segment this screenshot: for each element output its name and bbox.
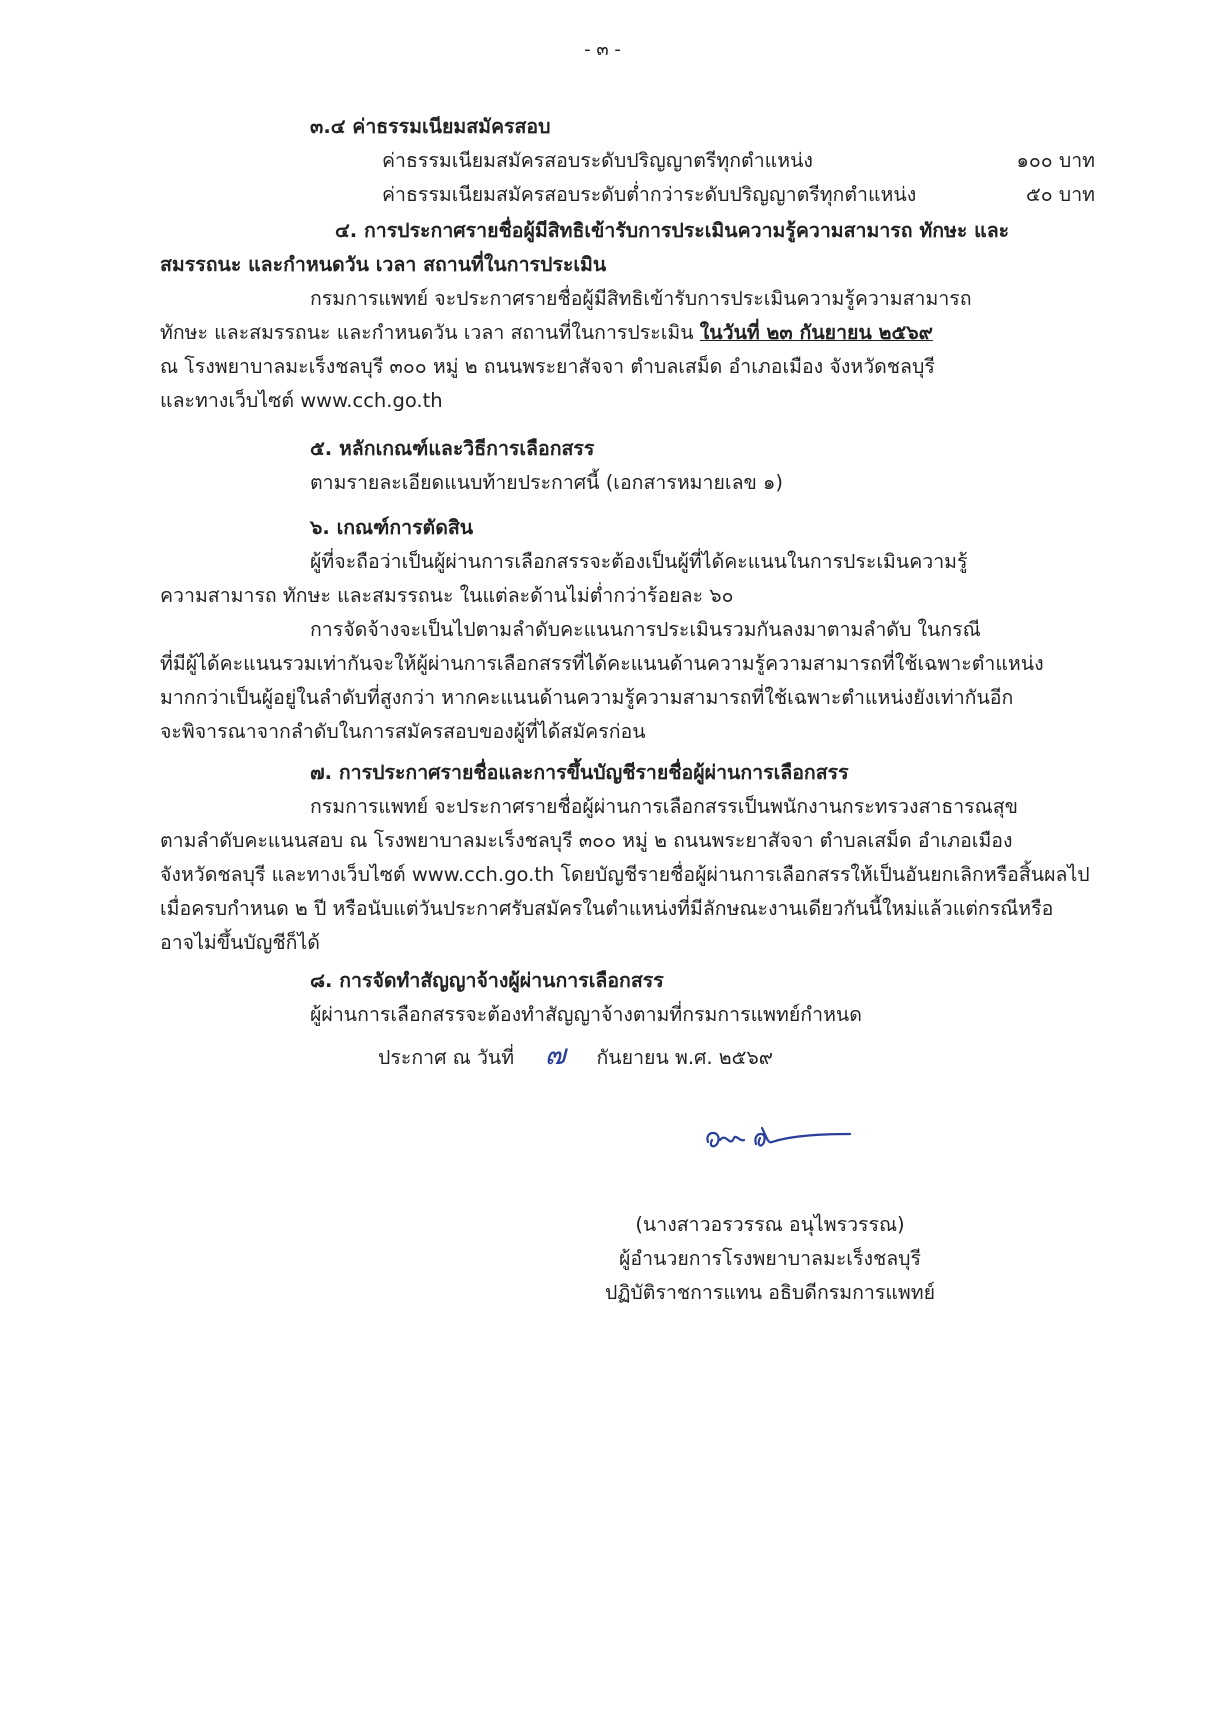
fee-amount: ๑๐๐ บาท bbox=[1016, 149, 1095, 172]
signer-title: ผู้อำนวยการโรงพยาบาลมะเร็งชลบุรี bbox=[618, 1247, 922, 1270]
announcement-date bbox=[160, 1038, 1095, 1072]
section-3-4-heading: ๓.๔ ค่าธรรมเนียมสมัครสอบ bbox=[310, 115, 551, 138]
section-4 bbox=[160, 214, 1095, 418]
paragraph-line: จังหวัดชลบุรี และทางเว็บไซต์ www.cch.go.th โดยบัญชีรายชื่อผู้ผ่านการเลือกสรรให้เป็นอันยกเลิกหรือสิ้นผลไป bbox=[160, 863, 1090, 886]
handwritten-day: ๗ bbox=[544, 1038, 566, 1071]
fee-row-below-bachelor bbox=[160, 178, 1095, 212]
paragraph-line: ผู้ผ่านการเลือกสรรจะต้องทำสัญญาจ้างตามที่กรมการแพทย์กำหนด bbox=[310, 1003, 862, 1026]
paragraph-text: ทักษะ และสมรรถนะ และกำหนดวัน เวลา สถานที่ในการประเมิน bbox=[160, 321, 700, 344]
fee-label: ค่าธรรมเนียมสมัครสอบระดับปริญญาตรีทุกตำแหน่ง bbox=[382, 149, 813, 172]
section-6-heading: ๖. เกณฑ์การตัดสิน bbox=[310, 516, 474, 539]
paragraph-line: ผู้ที่จะถือว่าเป็นผู้ผ่านการเลือกสรรจะต้องเป็นผู้ที่ได้คะแนนในการประเมินความรู้ bbox=[310, 550, 968, 573]
section-4-heading-cont: สมรรถนะ และกำหนดวัน เวลา สถานที่ในการประเมิน bbox=[160, 253, 607, 276]
fee-amount: ๕๐ บาท bbox=[1025, 183, 1095, 206]
signature-mark bbox=[700, 1120, 860, 1160]
signer-acting-title: ปฏิบัติราชการแทน อธิบดีกรมการแพทย์ bbox=[604, 1281, 936, 1304]
paragraph-line: เมื่อครบกำหนด ๒ ปี หรือนับแต่วันประกาศรับสมัครในตำแหน่งที่มีลักษณะงานเดียวกันนี้ใหม่แล้วแต่กรณีหรือ bbox=[160, 897, 1054, 920]
announcement-line bbox=[160, 1038, 1095, 1072]
announce-suffix: กันยายน พ.ศ. ๒๕๖๙ bbox=[596, 1046, 774, 1069]
section-7 bbox=[160, 756, 1095, 960]
section-4-heading: ๔. การประกาศรายชื่อผู้มีสิทธิเข้ารับการประเมินความรู้ความสามารถ ทักษะ และ bbox=[335, 219, 1010, 242]
announce-prefix: ประกาศ ณ วันที่ bbox=[378, 1046, 515, 1069]
paragraph-line: ณ โรงพยาบาลมะเร็งชลบุรี ๓๐๐ หมู่ ๒ ถนนพระยาสัจจา ตำบลเสม็ด อำเภอเมือง จังหวัดชลบุรี bbox=[160, 355, 935, 378]
fee-label: ค่าธรรมเนียมสมัครสอบระดับต่ำกว่าระดับปริญญาตรีทุกตำแหน่ง bbox=[382, 183, 917, 206]
section-6 bbox=[160, 511, 1095, 749]
paragraph-line: ความสามารถ ทักษะ และสมรรถนะ ในแต่ละด้านไม่ต่ำกว่าร้อยละ ๖๐ bbox=[160, 584, 734, 607]
paragraph-line: ตามรายละเอียดแนบท้ายประกาศนี้ (เอกสารหมายเลข ๑) bbox=[310, 471, 784, 494]
section-3-4 bbox=[160, 110, 1095, 212]
fee-row-bachelor bbox=[160, 144, 1095, 178]
section-8-heading: ๘. การจัดทำสัญญาจ้างผู้ผ่านการเลือกสรร bbox=[310, 969, 664, 992]
signer-name: (นางสาวอรวรรณ อนุไพรวรรณ) bbox=[635, 1213, 905, 1236]
paragraph-line: มากกว่าเป็นผู้อยู่ในลำดับที่สูงกว่า หากคะแนนด้านความรู้ความสามารถที่ใช้เฉพาะตำแหน่งยังเท่ากันอีก bbox=[160, 686, 1014, 709]
paragraph-line: และทางเว็บไซต์ www.cch.go.th bbox=[160, 389, 443, 412]
paragraph-line: การจัดจ้างจะเป็นไปตามลำดับคะแนนการประเมินรวมกันลงมาตามลำดับ ในกรณี bbox=[310, 618, 981, 641]
paragraph-line: ตามลำดับคะแนนสอบ ณ โรงพยาบาลมะเร็งชลบุรี ๓๐๐ หมู่ ๒ ถนนพระยาสัจจา ตำบลเสม็ด อำเภอเมือง bbox=[160, 829, 1013, 852]
section-7-heading: ๗. การประกาศรายชื่อและการขึ้นบัญชีรายชื่อผู้ผ่านการเลือกสรร bbox=[310, 761, 849, 784]
section-5-heading: ๕. หลักเกณฑ์และวิธีการเลือกสรร bbox=[310, 437, 595, 460]
paragraph-line: ที่มีผู้ได้คะแนนรวมเท่ากันจะให้ผู้ผ่านการเลือกสรรที่ได้คะแนนด้านความรู้ความสามารถที่ใช้เฉพาะตำแหน่ง bbox=[160, 652, 1044, 675]
page-number: - ๓ - bbox=[584, 39, 621, 60]
section-8 bbox=[160, 964, 1095, 1032]
assessment-date: ในวันที่ ๒๓ กันยายน ๒๕๖๙ bbox=[699, 321, 933, 344]
paragraph-line: จะพิจารณาจากลำดับในการสมัครสอบของผู้ที่ได้สมัครก่อน bbox=[160, 720, 646, 743]
paragraph-line: อาจไม่ขึ้นบัญชีก็ได้ bbox=[160, 931, 320, 954]
paragraph-line: กรมการแพทย์ จะประกาศรายชื่อผู้ผ่านการเลือกสรรเป็นพนักงานกระทรวงสาธารณสุข bbox=[310, 795, 1018, 818]
paragraph-line bbox=[160, 316, 1095, 350]
paragraph-line: กรมการแพทย์ จะประกาศรายชื่อผู้มีสิทธิเข้ารับการประเมินความรู้ความสามารถ bbox=[310, 287, 972, 310]
section-5 bbox=[160, 432, 1095, 500]
